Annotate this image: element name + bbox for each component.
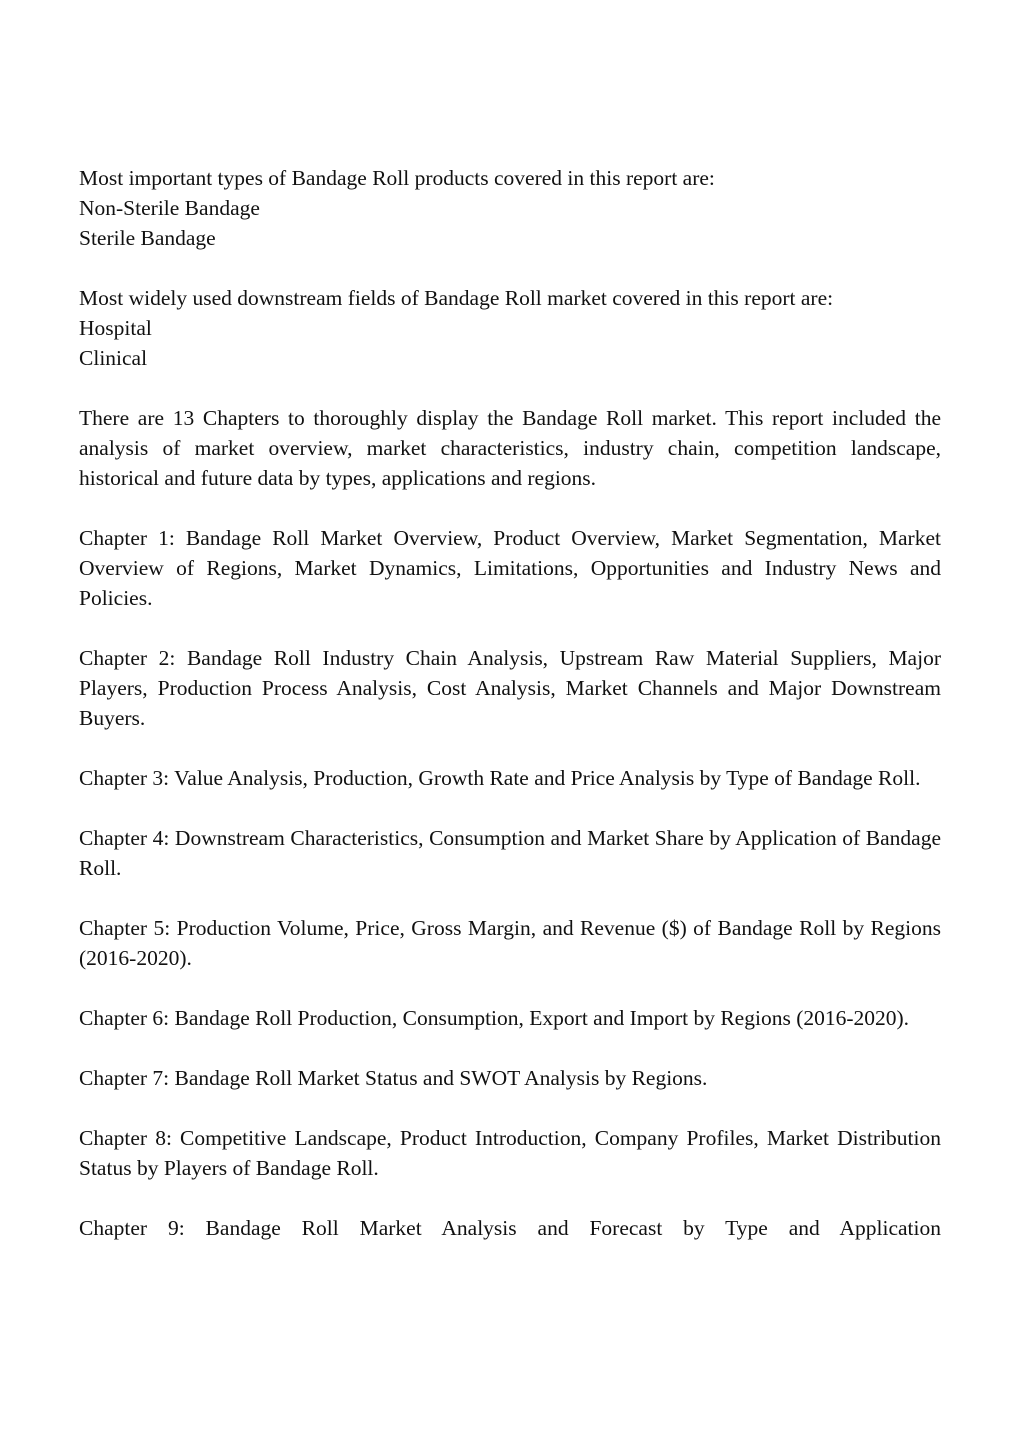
field-item-hospital: Hospital <box>79 316 152 340</box>
chapter-3-paragraph: Chapter 3: Value Analysis, Production, Growth Rate and Price Analysis by Type of Bandage Roll. <box>79 766 921 790</box>
page-content <box>79 163 941 1273</box>
type-item-sterile: Sterile Bandage <box>79 226 216 250</box>
chapter-6-paragraph: Chapter 6: Bandage Roll Production, Consumption, Export and Import by Regions (2016-2020). <box>79 1006 910 1030</box>
type-item-non-sterile: Non-Sterile Bandage <box>79 196 260 220</box>
chapter-4-paragraph: Chapter 4: Downstream Characteristics, Consumption and Market Share by Application of Bandage Roll. <box>79 826 941 880</box>
types-heading: Most important types of Bandage Roll products covered in this report are: <box>79 166 715 190</box>
chapter-9-paragraph: Chapter 9: Bandage Roll Market Analysis and Forecast by Type and Application <box>79 1216 941 1240</box>
chapter-5-paragraph: Chapter 5: Production Volume, Price, Gross Margin, and Revenue ($) of Bandage Roll by Regions (2016-2020). <box>79 916 941 970</box>
intro-paragraph: There are 13 Chapters to thoroughly display the Bandage Roll market. This report included the analysis of market overview, market characteristics, industry chain, competition landscape, historical and future data by types, applications and regions. <box>79 406 941 490</box>
chapter-1-paragraph: Chapter 1: Bandage Roll Market Overview, Product Overview, Market Segmentation, Market Overview of Regions, Market Dynamics, Limitations, Opportunities and Industry News and Policies. <box>79 526 941 610</box>
fields-section <box>79 283 941 373</box>
chapter-2-paragraph: Chapter 2: Bandage Roll Industry Chain Analysis, Upstream Raw Material Suppliers, Major Players, Production Process Analysis, Cost Analysis, Market Channels and Major Downstream Buyers. <box>79 646 941 730</box>
fields-heading: Most widely used downstream fields of Bandage Roll market covered in this report are: <box>79 286 834 310</box>
field-item-clinical: Clinical <box>79 346 148 370</box>
chapter-7-paragraph: Chapter 7: Bandage Roll Market Status and SWOT Analysis by Regions. <box>79 1066 708 1090</box>
types-section <box>79 163 941 253</box>
chapter-8-paragraph: Chapter 8: Competitive Landscape, Product Introduction, Company Profiles, Market Distribution Status by Players of Bandage Roll. <box>79 1126 941 1180</box>
